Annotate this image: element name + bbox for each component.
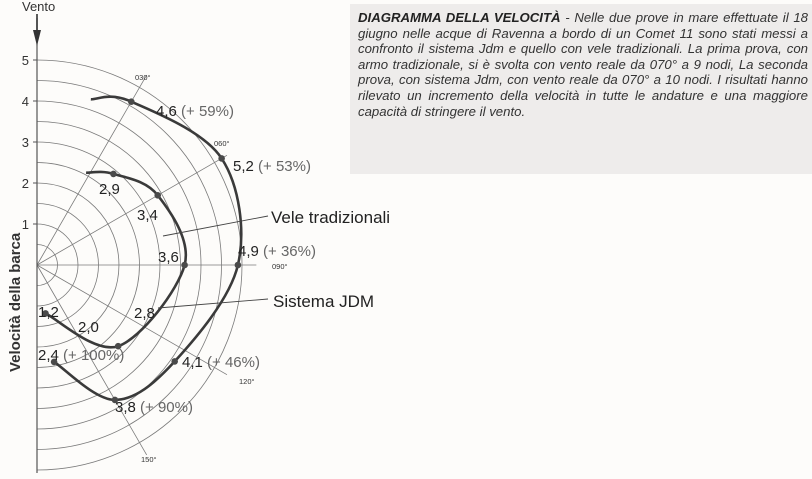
data-label-value: 3,4 <box>137 207 158 224</box>
data-label <box>156 103 234 120</box>
data-label <box>115 399 193 416</box>
caption-title: DIAGRAMMA DELLA VELOCITÀ <box>358 10 561 25</box>
data-label <box>134 305 155 322</box>
angle-label: 090° <box>272 262 288 271</box>
data-label-gain: (+ 90%) <box>140 399 193 416</box>
data-label-value: 3,6 <box>158 249 179 266</box>
data-label-gain: (+ 100%) <box>63 347 125 364</box>
series-label-vele-tradizionali: Vele tradizionali <box>271 208 391 227</box>
data-label-value: 2,4 <box>38 347 64 364</box>
angle-label: 120° <box>239 377 255 386</box>
y-tick-label: 2 <box>21 176 29 191</box>
data-label <box>137 207 158 224</box>
data-label <box>238 243 316 260</box>
angle-label: 060° <box>214 139 230 148</box>
wind-arrow-head-icon <box>33 30 41 46</box>
y-tick-label: 1 <box>21 217 29 232</box>
angle-label: 150° <box>141 455 157 464</box>
data-label <box>233 158 311 175</box>
caption-body: - Nelle due prove in mare effettuate il 18 giugno nelle acque di Ravenna a bordo di un Comet 11 sono stati messi a confronto il sistema Jdm e quello con vele tradizionali. La prima prova, con armo tradizionale, si è svolta con vento reale da 070° a 9 nodi, La seconda prova, con sistema Jdm, con vento reale da 070° a 10 nodi. I risultati hanno rilevato un incremento della velocità in tutte le andature e una maggiore capacità di stringere il vento. <box>358 10 809 119</box>
data-label-value: 2,0 <box>78 319 99 336</box>
data-label <box>78 319 99 336</box>
data-label-value: 3,8 <box>115 399 141 416</box>
data-label-value: 4,9 <box>238 243 264 260</box>
data-label-value: 1,2 <box>38 304 59 321</box>
data-point <box>110 171 117 178</box>
angle-label: 030° <box>135 73 151 82</box>
data-point <box>171 358 178 365</box>
data-label <box>182 354 260 371</box>
data-label-value: 2,9 <box>99 181 120 198</box>
data-label-value: 4,6 <box>156 103 182 120</box>
data-label <box>38 347 124 364</box>
data-point <box>154 192 161 199</box>
data-label-gain: (+ 53%) <box>258 158 311 175</box>
data-point <box>128 98 135 105</box>
data-label-value: 5,2 <box>233 158 259 175</box>
series-label-sistema-jdm: Sistema JDM <box>273 292 375 311</box>
data-label-gain: (+ 59%) <box>181 103 234 120</box>
y-tick-label: 3 <box>21 135 29 150</box>
data-point <box>218 155 225 162</box>
data-label-gain: (+ 36%) <box>263 243 316 260</box>
data-point <box>235 262 242 269</box>
data-label <box>38 304 59 321</box>
y-tick-label: 4 <box>21 94 29 109</box>
leader-line-sistema-jdm <box>158 299 268 308</box>
data-label-value: 4,1 <box>182 354 208 371</box>
wind-label: Vento <box>22 0 56 14</box>
data-label <box>158 249 179 266</box>
data-label-value: 2,8 <box>134 305 155 322</box>
y-axis-title: Velocità della barca <box>7 232 24 372</box>
data-point <box>181 262 188 269</box>
data-label-gain: (+ 46%) <box>207 354 260 371</box>
data-label <box>99 181 120 198</box>
radial-axis <box>7 0 55 473</box>
y-tick-label: 5 <box>21 53 29 68</box>
